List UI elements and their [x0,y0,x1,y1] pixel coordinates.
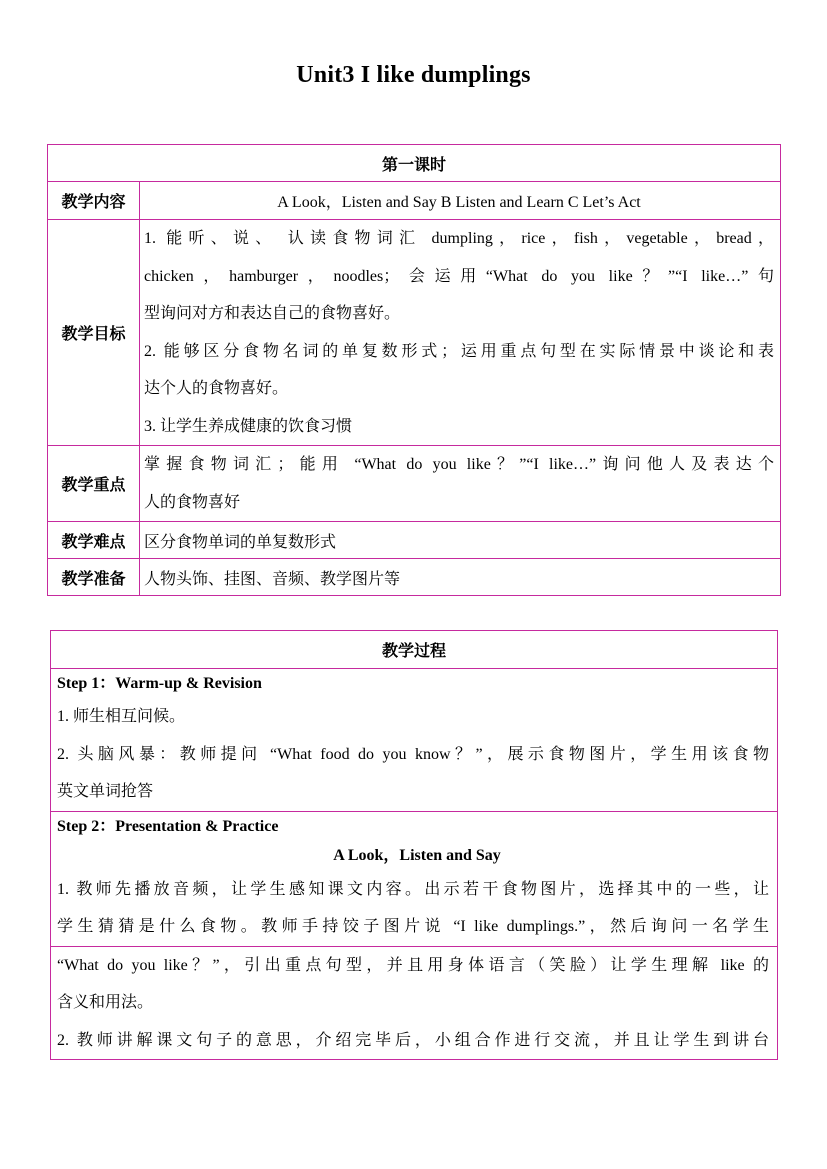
document-title: Unit3 I like dumplings [296,62,531,88]
goals-line: 达个人的食物喜好。 [144,380,289,397]
goals-label: 教学目标 [48,220,140,446]
difficulties-text: 区分食物单词的单复数形式 [140,522,781,559]
content-label: 教学内容 [48,182,140,220]
step2-heading: Step 2：Presentation & Practice [57,817,279,835]
step2-line: 学生猜猜是什么食物。教师手持饺子图片说 “I like dumplings.”，然后询问一名学生 [57,918,769,935]
step2-line: 含义和用法。 [57,994,154,1011]
goals-text [140,220,781,446]
step1-heading: Step 1：Warm-up & Revision [57,675,262,692]
goals-line: 1. 能听、说、 认读食物词汇 dumpling，rice，fish，vegetable，bread， [144,230,774,247]
preparation-text: 人物头饰、挂图、音频、教学图片等 [140,559,781,596]
step1-line: 英文单词抢答 [57,783,154,800]
goals-line: chicken，hamburger，noodles；会运用“What do you like？”“I like…”句 [144,267,774,285]
step2-line: 1. 教师先播放音频，让学生感知课文内容。出示若干食物图片，选择其中的一些，让 [57,880,769,898]
step2-line: “What do you like？”，引出重点句型，并且用身体语言（笑脸）让学生理解 like 的 [57,956,769,974]
step2-cell-b [51,946,778,1060]
step1-cell [51,669,778,812]
content-text: A Look，Listen and Say B Listen and Learn C Let’s Act [140,182,781,220]
preparation-label: 教学准备 [48,559,140,596]
key-points-line: 掌握食物词汇；能用 “What do you like？”“I like…”询问他人及表达个 [144,456,774,473]
step2-cell-a [51,811,778,946]
key-points-label: 教学重点 [48,446,140,522]
key-points-line: 人的食物喜好 [144,493,241,511]
process-header: 教学过程 [51,631,778,669]
teaching-process-table [50,630,778,1060]
goals-line: 型询问对方和表达自己的食物喜好。 [144,305,401,322]
step1-line: 1. 师生相互问候。 [57,708,186,725]
difficulties-label: 教学难点 [48,522,140,559]
step1-line: 2. 头脑风暴：教师提问 “What food do you know？”，展示食物图片，学生用该食物 [57,745,769,763]
key-points-text [140,446,781,522]
step2-line: 2. 教师讲解课文句子的意思，介绍完毕后，小组合作进行交流，并且让学生到讲台 [57,1031,769,1049]
goals-line: 3. 让学生养成健康的饮食习惯 [144,417,353,435]
lesson-header: 第一课时 [48,145,781,182]
lesson-info-table [47,144,781,596]
step2-subheading: A Look，Listen and Say [333,846,501,864]
goals-line: 2. 能够区分食物名词的单复数形式；运用重点句型在实际情景中谈论和表 [144,342,774,360]
